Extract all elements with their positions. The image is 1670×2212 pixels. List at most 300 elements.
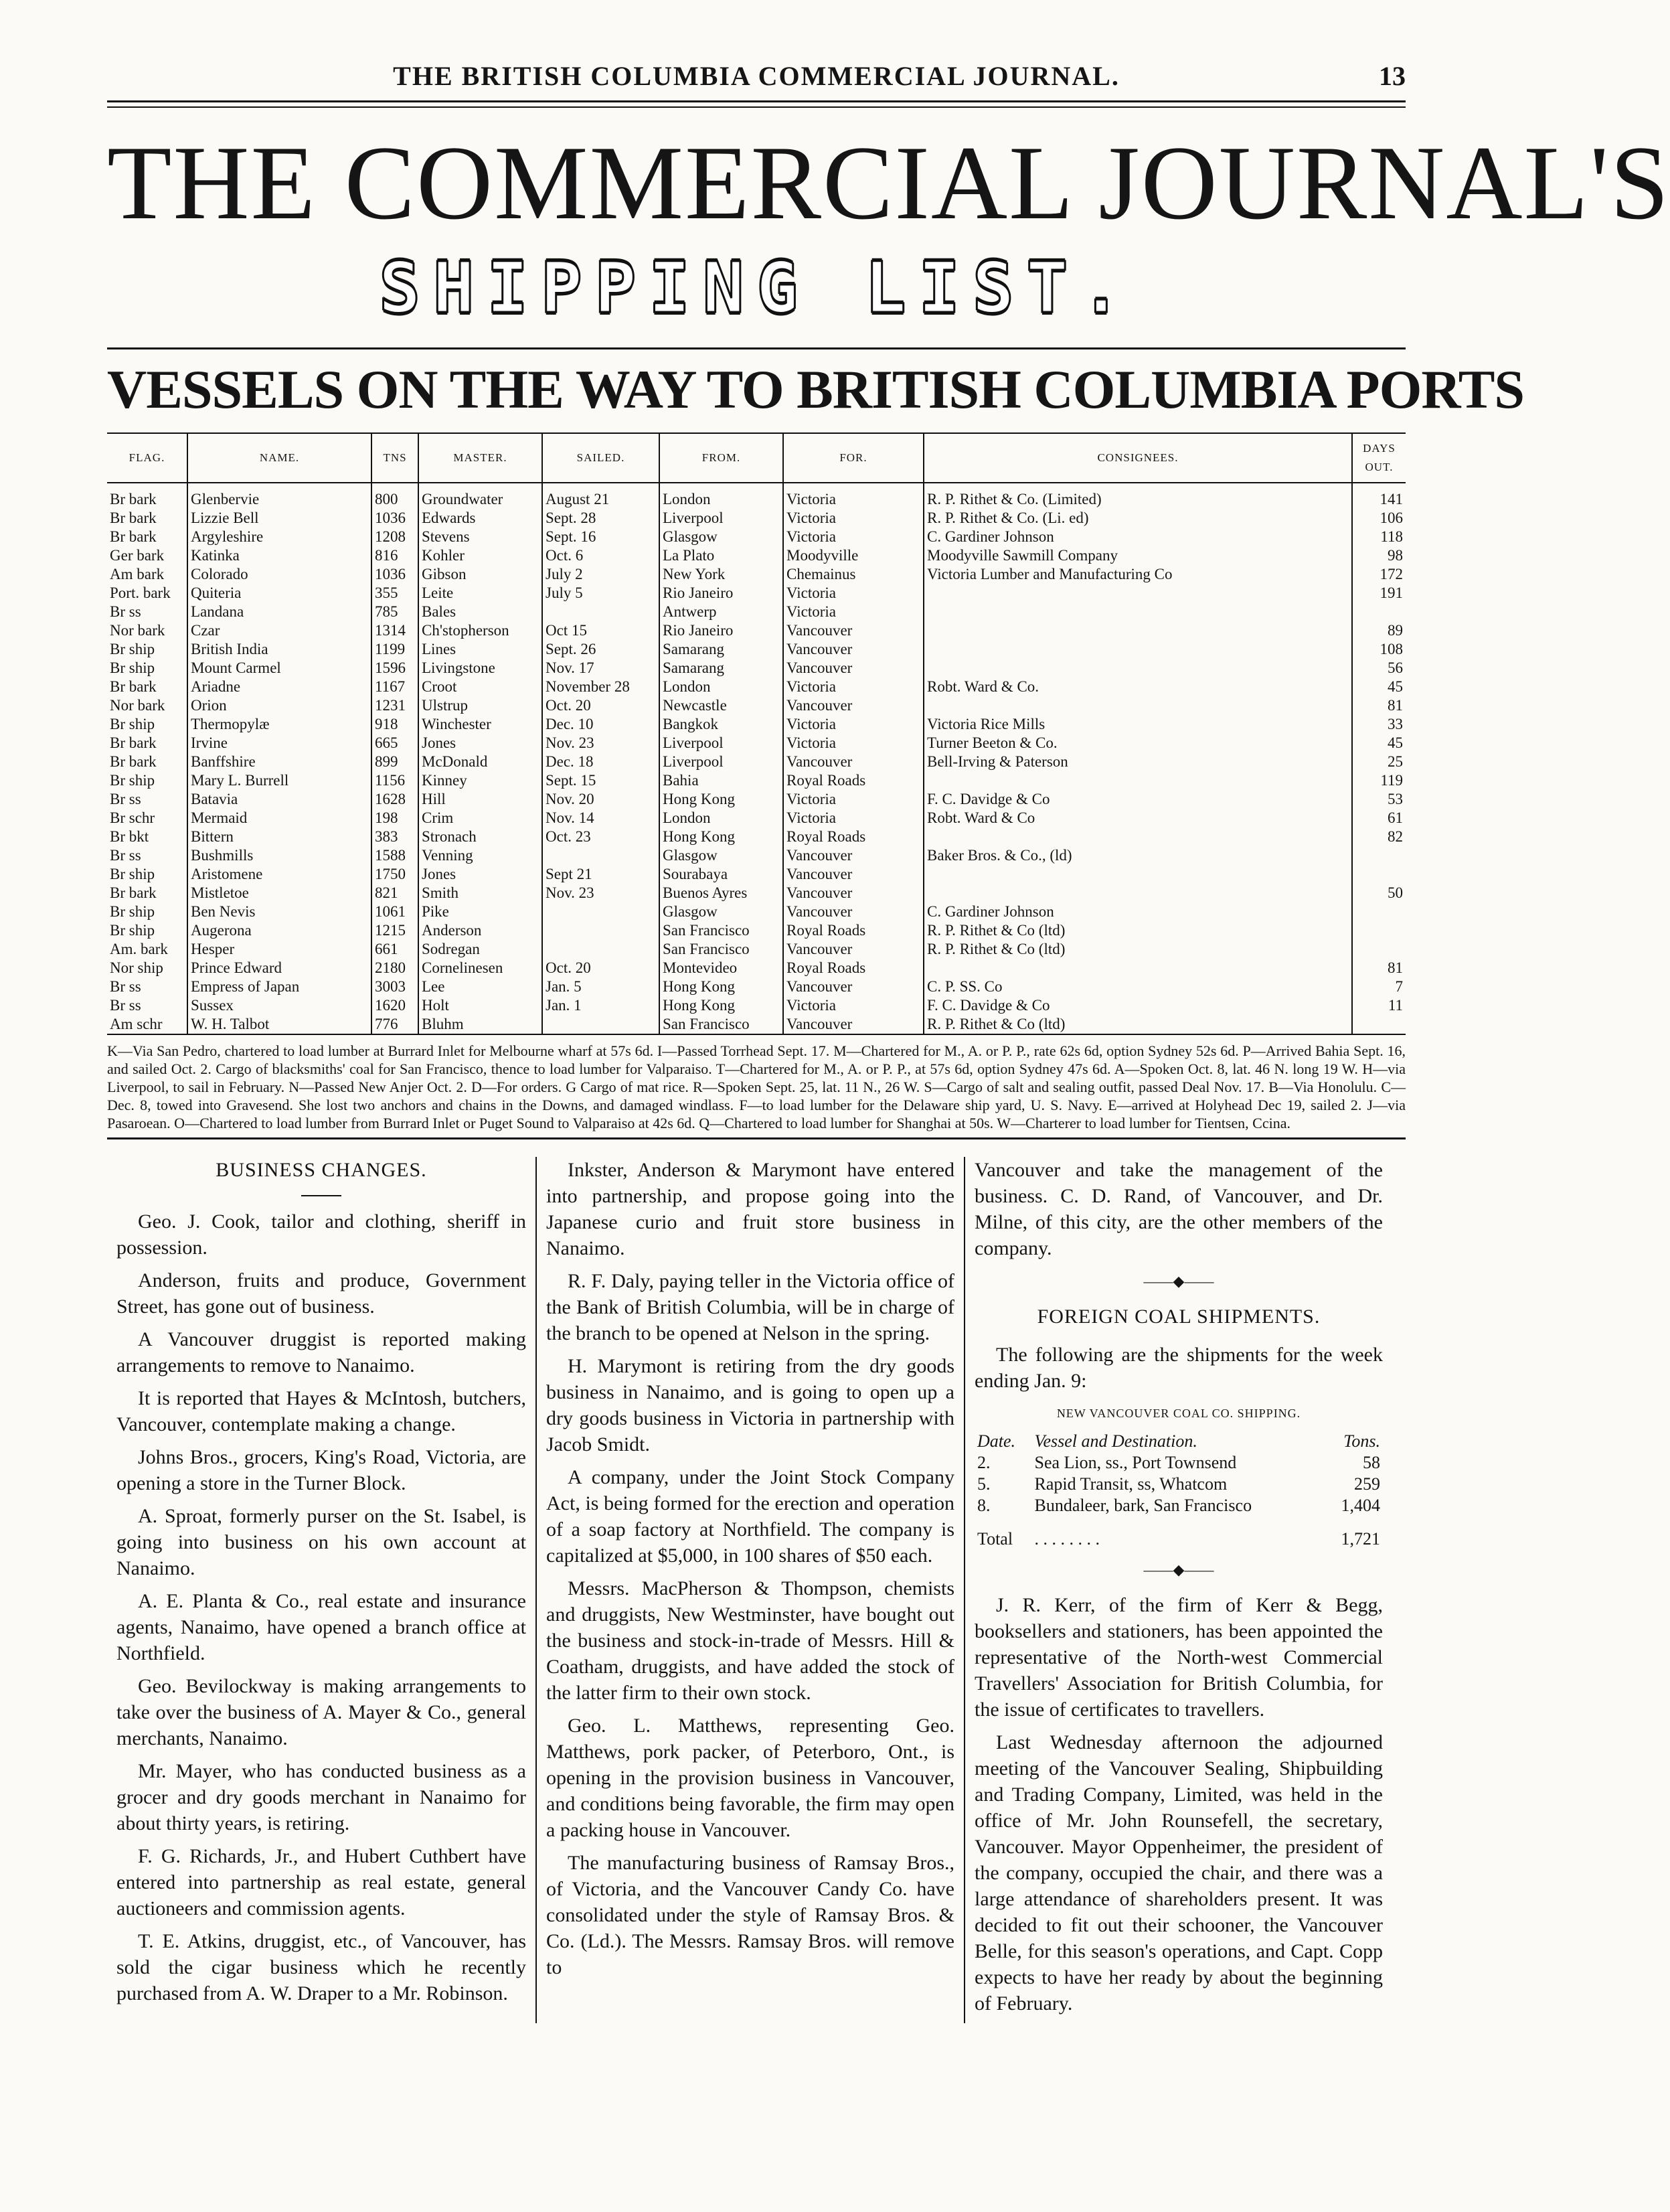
cell-from: Antwerp <box>659 603 783 621</box>
cell-tons: 3003 <box>371 977 418 996</box>
cell-tons: 383 <box>371 827 418 846</box>
cell-name: British India <box>187 640 371 659</box>
cell-days-out: 11 <box>1388 997 1403 1014</box>
cell-name: Thermopylæ <box>187 715 371 734</box>
cell-master: Kohler <box>418 546 542 565</box>
cell-sailed: Oct. 23 <box>542 827 659 846</box>
cell-from: London <box>659 483 783 509</box>
coal-table-body <box>975 1452 1383 1516</box>
cell-from: London <box>659 678 783 696</box>
cell-for: Vancouver <box>783 846 924 865</box>
masthead: THE COMMERCIAL JOURNAL'S <box>107 125 1670 242</box>
cell-master: Leite <box>418 584 542 603</box>
table-row <box>107 809 1406 827</box>
middle-column-body <box>546 1157 954 1980</box>
cell-tons: 2180 <box>371 959 418 977</box>
cell-from: Glasgow <box>659 902 783 921</box>
cell-name: Augerona <box>187 921 371 940</box>
cell-from: San Francisco <box>659 940 783 959</box>
business-notice: A Vancouver druggist is reported making arrangements to remove to Nanaimo. <box>116 1328 526 1376</box>
cell-consignees: R. P. Rithet & Co (ltd) <box>924 1015 1352 1034</box>
right-column-body <box>975 1592 1383 2017</box>
cell-tons: 785 <box>371 603 418 621</box>
cell-consignees: Moodyville Sawmill Company <box>924 546 1352 565</box>
coal-tons: 58 <box>1363 1453 1380 1472</box>
cell-flag: Am bark <box>107 565 187 584</box>
cell-for: Vancouver <box>783 865 924 884</box>
cell-name: W. H. Talbot <box>187 1015 371 1034</box>
cell-tons: 1750 <box>371 865 418 884</box>
cell-tons: 816 <box>371 546 418 565</box>
cell-days-out: 98 <box>1388 547 1403 564</box>
cell-master: Winchester <box>418 715 542 734</box>
cell-from: Hong Kong <box>659 827 783 846</box>
shipping-list-title: SHIPPING LIST. <box>378 247 1135 329</box>
col-header-name: NAME. <box>187 433 371 483</box>
cell-from: San Francisco <box>659 921 783 940</box>
business-notice: A. E. Planta & Co., real estate and insurance agents, Nanaimo, have opened a branch office at Northfield. <box>116 1590 526 1664</box>
cell-tons: 1061 <box>371 902 418 921</box>
cell-from: Montevideo <box>659 959 783 977</box>
cell-name: Irvine <box>187 734 371 753</box>
cell-days-out: 118 <box>1380 528 1403 545</box>
cell-for: Victoria <box>783 509 924 528</box>
coal-date: 5. <box>977 1474 991 1494</box>
table-row <box>107 603 1406 621</box>
cell-sailed: Oct. 20 <box>542 959 659 977</box>
cell-flag: Br ship <box>107 921 187 940</box>
cell-days-out: 53 <box>1388 791 1403 807</box>
cell-flag: Am. bark <box>107 940 187 959</box>
cell-name: Ben Nevis <box>187 902 371 921</box>
cell-days-out: 89 <box>1388 622 1403 639</box>
cell-master: Kinney <box>418 771 542 790</box>
cell-for: Vancouver <box>783 940 924 959</box>
cell-flag: Br ship <box>107 659 187 678</box>
col-header-days-out: DAYS OUT. <box>1352 433 1406 483</box>
table-row <box>107 621 1406 640</box>
cell-name: Mary L. Burrell <box>187 771 371 790</box>
cell-master: Bluhm <box>418 1015 542 1034</box>
cell-name: Bittern <box>187 827 371 846</box>
cell-master: Sodregan <box>418 940 542 959</box>
col-header-flag: FLAG. <box>107 433 187 483</box>
cell-name: Mount Carmel <box>187 659 371 678</box>
cell-master: Venning <box>418 846 542 865</box>
cell-flag: Br bark <box>107 884 187 902</box>
cell-for: Royal Roads <box>783 771 924 790</box>
cell-from: Liverpool <box>659 753 783 771</box>
header-rule <box>107 100 1406 108</box>
coal-date: 2. <box>977 1453 991 1472</box>
table-row <box>107 921 1406 940</box>
shipping-table-body <box>107 483 1406 1034</box>
cell-master: Smith <box>418 884 542 902</box>
news-item: A company, under the Joint Stock Company Act, is being formed for the erection and operation of a soap factory at Northfield. The company is capitalized at $5,000, in 100 shares of $50 each. <box>546 1466 954 1567</box>
cell-consignees: Baker Bros. & Co., (ld) <box>924 846 1352 865</box>
table-row <box>107 734 1406 753</box>
news-item: H. Marymont is retiring from the dry goods business in Nanaimo, and is going to open up a dry goods business in Victoria in partnership with Jacob Smidt. <box>546 1355 954 1455</box>
cell-master: Stronach <box>418 827 542 846</box>
cell-flag: Ger bark <box>107 546 187 565</box>
cell-flag: Br bark <box>107 753 187 771</box>
business-changes-heading: BUSINESS CHANGES. <box>216 1159 427 1181</box>
coal-date: 8. <box>977 1496 991 1515</box>
cell-sailed: Nov. 23 <box>542 734 659 753</box>
cell-consignees: Turner Beeton & Co. <box>924 734 1352 753</box>
cell-days-out <box>1352 865 1406 884</box>
cell-days-out: 191 <box>1380 584 1403 601</box>
cell-master: Cornelinesen <box>418 959 542 977</box>
table-row <box>107 940 1406 959</box>
cell-from: Sourabaya <box>659 865 783 884</box>
cell-consignees: R. P. Rithet & Co (ltd) <box>924 921 1352 940</box>
col-header-master: MASTER. <box>418 433 542 483</box>
cell-flag: Br ss <box>107 846 187 865</box>
cell-flag: Br schr <box>107 809 187 827</box>
news-item: Messrs. MacPherson & Thompson, chemists and druggists, New Westminster, have bought out the business and stock-in-trade of Messrs. Hill & Coatham, druggists, and have added the stock of the latter firm to their own stock. <box>546 1577 954 1704</box>
cell-tons: 1036 <box>371 509 418 528</box>
cell-name: Prince Edward <box>187 959 371 977</box>
cell-consignees <box>924 603 1352 621</box>
cell-for: Vancouver <box>783 640 924 659</box>
coal-row <box>975 1474 1383 1495</box>
cell-flag: Br bark <box>107 528 187 546</box>
journal-name: THE BRITISH COLUMBIA COMMERCIAL JOURNAL. <box>393 61 1120 91</box>
cell-consignees <box>924 659 1352 678</box>
cell-from: Hong Kong <box>659 977 783 996</box>
coal-tons: 1,404 <box>1341 1496 1380 1515</box>
coal-shipments-heading: FOREIGN COAL SHIPMENTS. <box>1037 1306 1321 1328</box>
cell-sailed: November 28 <box>542 678 659 696</box>
cell-name: Banffshire <box>187 753 371 771</box>
cell-sailed <box>542 846 659 865</box>
business-notice: A. Sproat, formerly purser on the St. Isabel, is going into business on his own account at Nanaimo. <box>116 1505 526 1579</box>
newspaper-page <box>107 60 1670 2023</box>
cell-flag: Br ship <box>107 865 187 884</box>
cell-consignees: R. P. Rithet & Co. (Li. ed) <box>924 509 1352 528</box>
table-row <box>107 528 1406 546</box>
cell-for: Victoria <box>783 584 924 603</box>
cell-consignees: Robt. Ward & Co. <box>924 678 1352 696</box>
cell-consignees: C. P. SS. Co <box>924 977 1352 996</box>
business-notice: Anderson, fruits and produce, Government Street, has gone out of business. <box>116 1269 526 1318</box>
coal-tons: 259 <box>1354 1474 1380 1494</box>
cell-for: Vancouver <box>783 884 924 902</box>
table-row <box>107 640 1406 659</box>
table-row <box>107 977 1406 996</box>
cell-consignees: Victoria Lumber and Manufacturing Co <box>924 565 1352 584</box>
cell-from: San Francisco <box>659 1015 783 1034</box>
business-notice: Mr. Mayer, who has conducted business as a grocer and dry goods merchant in Nanaimo for about thirty years, is retiring. <box>116 1760 526 1834</box>
cell-sailed: Nov. 20 <box>542 790 659 809</box>
col-header-consignees: CONSIGNEES. <box>924 433 1352 483</box>
cell-name: Glenbervie <box>187 483 371 509</box>
cell-flag: Br ss <box>107 790 187 809</box>
cell-consignees <box>924 959 1352 977</box>
table-row <box>107 753 1406 771</box>
cell-master: Stevens <box>418 528 542 546</box>
cell-for: Victoria <box>783 678 924 696</box>
cell-days-out <box>1352 1015 1406 1034</box>
table-row <box>107 827 1406 846</box>
cell-days-out: 45 <box>1388 678 1403 695</box>
news-item: Last Wednesday afternoon the adjourned meeting of the Vancouver Sealing, Shipbuilding and Trading Company, Limited, was held in the office of Mr. John Rounsefell, the secretary, Vancouver. Mayor Oppenheimer, the president of the company, occupied the chair, and there was a large attendance of shareholders present. It was decided to fit out their schooner, the Vancouver Belle, for this season's operations, and Capt. Copp expects to have her ready by about the beginning of February. <box>975 1731 1383 2014</box>
col-header-for: FOR. <box>783 433 924 483</box>
cell-sailed: August 21 <box>542 483 659 509</box>
cell-tons: 1156 <box>371 771 418 790</box>
cell-for: Vancouver <box>783 1015 924 1034</box>
cell-from: Bahia <box>659 771 783 790</box>
cell-tons: 665 <box>371 734 418 753</box>
shipping-table <box>107 432 1406 1035</box>
cell-consignees: C. Gardiner Johnson <box>924 902 1352 921</box>
cell-tons: 776 <box>371 1015 418 1034</box>
cell-name: Ariadne <box>187 678 371 696</box>
cell-for: Vancouver <box>783 902 924 921</box>
coal-total-row <box>975 1516 1383 1550</box>
cell-master: Holt <box>418 996 542 1015</box>
coal-total-value: 1,721 <box>1341 1529 1380 1549</box>
cell-days-out: 61 <box>1388 809 1403 826</box>
business-changes-column <box>107 1157 535 2023</box>
cell-days-out: 50 <box>1388 884 1403 901</box>
cell-flag: Br ss <box>107 977 187 996</box>
cell-flag: Am schr <box>107 1015 187 1034</box>
business-notice: Geo. Bevilockway is making arrangements to take over the business of A. Mayer & Co., general merchants, Nanaimo. <box>116 1675 526 1749</box>
cell-flag: Nor bark <box>107 621 187 640</box>
news-item: The manufacturing business of Ramsay Bros., of Victoria, and the Vancouver Candy Co. have consolidated under the style of Ramsay Bros. & Co. (Ld.). The Messrs. Ramsay Bros. will remove to <box>546 1852 954 1978</box>
cell-for: Royal Roads <box>783 921 924 940</box>
cell-sailed: Dec. 18 <box>542 753 659 771</box>
cell-days-out: 141 <box>1380 491 1403 507</box>
cell-master: Groundwater <box>418 483 542 509</box>
cell-tons: 1314 <box>371 621 418 640</box>
cell-consignees <box>924 771 1352 790</box>
cell-days-out: 172 <box>1380 566 1403 582</box>
page-number: 13 <box>1379 61 1406 91</box>
cell-sailed <box>542 940 659 959</box>
cell-tons: 1596 <box>371 659 418 678</box>
cell-tons: 899 <box>371 753 418 771</box>
cell-name: Sussex <box>187 996 371 1015</box>
cell-tons: 1620 <box>371 996 418 1015</box>
cell-master: Jones <box>418 865 542 884</box>
cell-sailed <box>542 603 659 621</box>
cell-for: Victoria <box>783 809 924 827</box>
news-item: Geo. L. Matthews, representing Geo. Matthews, pork packer, of Peterboro, Ont., is opening in the provision business in Vancouver, and conditions being favorable, the firm may open a packing house in Vancouver. <box>546 1715 954 1841</box>
cell-days-out: 81 <box>1388 959 1403 976</box>
cell-days-out <box>1352 921 1406 940</box>
cell-master: Croot <box>418 678 542 696</box>
cell-days-out <box>1352 940 1406 959</box>
cell-for: Victoria <box>783 734 924 753</box>
cell-tons: 1231 <box>371 696 418 715</box>
news-item: Inkster, Anderson & Marymont have entered into partnership, and propose going into the Japanese curio and fruit store business in Nanaimo. <box>546 1159 954 1259</box>
cell-tons: 1628 <box>371 790 418 809</box>
cell-sailed: Sept. 16 <box>542 528 659 546</box>
cell-for: Vancouver <box>783 753 924 771</box>
table-row <box>107 509 1406 528</box>
cell-sailed <box>542 902 659 921</box>
coal-row <box>975 1452 1383 1474</box>
cell-sailed: Nov. 17 <box>542 659 659 678</box>
cell-tons: 1167 <box>371 678 418 696</box>
cell-flag: Br ship <box>107 902 187 921</box>
cell-sailed: Sept. 28 <box>542 509 659 528</box>
cell-sailed: Nov. 23 <box>542 884 659 902</box>
coal-intro: The following are the shipments for the week ending Jan. 9: <box>975 1344 1383 1392</box>
cell-from: Liverpool <box>659 509 783 528</box>
coal-shipments-table <box>975 1431 1383 1550</box>
cell-sailed: Jan. 1 <box>542 996 659 1015</box>
cell-name: Czar <box>187 621 371 640</box>
cell-days-out: 56 <box>1388 659 1403 676</box>
cell-days-out: 119 <box>1380 772 1403 789</box>
cell-from: London <box>659 809 783 827</box>
cell-name: Argyleshire <box>187 528 371 546</box>
table-row <box>107 696 1406 715</box>
cell-for: Victoria <box>783 603 924 621</box>
cell-name: Mermaid <box>187 809 371 827</box>
cell-sailed: Sept. 15 <box>542 771 659 790</box>
article-columns <box>107 1157 1406 2023</box>
cell-consignees: F. C. Davidge & Co <box>924 790 1352 809</box>
cell-days-out: 25 <box>1388 753 1403 770</box>
cell-tons: 821 <box>371 884 418 902</box>
right-column <box>964 1157 1392 2023</box>
cell-consignees: R. P. Rithet & Co. (Limited) <box>924 483 1352 509</box>
business-notice: F. G. Richards, Jr., and Hubert Cuthbert have entered into partnership as real estate, general auctioneers and commission agents. <box>116 1845 526 1919</box>
table-row <box>107 584 1406 603</box>
cell-master: McDonald <box>418 753 542 771</box>
cell-flag: Br bkt <box>107 827 187 846</box>
cell-flag: Br bark <box>107 734 187 753</box>
cell-flag: Br ss <box>107 996 187 1015</box>
cell-master: Anderson <box>418 921 542 940</box>
ornament-divider: ——◆—— <box>1143 1273 1214 1289</box>
cell-name: Batavia <box>187 790 371 809</box>
cell-tons: 1199 <box>371 640 418 659</box>
cell-name: Mistletoe <box>187 884 371 902</box>
cell-name: Colorado <box>187 565 371 584</box>
cell-flag: Nor ship <box>107 959 187 977</box>
cell-master: Crim <box>418 809 542 827</box>
col-header-sailed: SAILED. <box>542 433 659 483</box>
heading-divider <box>301 1195 341 1196</box>
table-row <box>107 483 1406 509</box>
cell-sailed: Sept 21 <box>542 865 659 884</box>
cell-sailed: Oct. 6 <box>542 546 659 565</box>
cell-days-out: 45 <box>1388 734 1403 751</box>
table-row <box>107 996 1406 1015</box>
coal-vessel: Rapid Transit, ss, Whatcom <box>1034 1474 1228 1494</box>
cell-sailed: Jan. 5 <box>542 977 659 996</box>
cell-flag: Nor bark <box>107 696 187 715</box>
cell-for: Vancouver <box>783 977 924 996</box>
cell-sailed: Nov. 14 <box>542 809 659 827</box>
cell-tons: 661 <box>371 940 418 959</box>
cell-sailed: Dec. 10 <box>542 715 659 734</box>
cell-days-out: 81 <box>1388 697 1403 714</box>
cell-for: Victoria <box>783 483 924 509</box>
table-row <box>107 902 1406 921</box>
cell-tons: 198 <box>371 809 418 827</box>
continuation-paragraph: Vancouver and take the management of the business. C. D. Rand, of Vancouver, and Dr. Milne, of this city, are the other members of the company. <box>975 1159 1383 1259</box>
cell-from: Hong Kong <box>659 996 783 1015</box>
cell-from: Rio Janeiro <box>659 621 783 640</box>
cell-from: Bangkok <box>659 715 783 734</box>
cell-tons: 1215 <box>371 921 418 940</box>
cell-name: Bushmills <box>187 846 371 865</box>
cell-from: Samarang <box>659 659 783 678</box>
cell-sailed: Sept. 26 <box>542 640 659 659</box>
cell-consignees <box>924 865 1352 884</box>
cell-consignees: R. P. Rithet & Co (ltd) <box>924 940 1352 959</box>
cell-flag: Br bark <box>107 509 187 528</box>
cell-consignees <box>924 696 1352 715</box>
cell-tons: 1208 <box>371 528 418 546</box>
cell-sailed: July 2 <box>542 565 659 584</box>
cell-for: Moodyville <box>783 546 924 565</box>
cell-from: Rio Janeiro <box>659 584 783 603</box>
cell-flag: Br ship <box>107 771 187 790</box>
cell-master: Livingstone <box>418 659 542 678</box>
cell-consignees: Robt. Ward & Co <box>924 809 1352 827</box>
shipping-notes: K—Via San Pedro, chartered to load lumber at Burrard Inlet for Melbourne wharf at 57s 6d. I—Passed Torrhead Sept. 17. M—Chartered for M., A. or P. P., rate 62s 6d, option Sydney 52s 6d. P—Arrived Bahia Sept. 16, and sailed Oct. 2. Cargo of blacksmiths' coal for San Francisco, thence to load lumber for Valparaiso. T—Chartered for M., A. or P. P., at 57s 6d, option Sydney 47s 6d. A—Spoken Oct. 8, lat. 46 N. long 19 W. H—via Liverpool, to sail in February. N—Passed New Anjer Oct. 2. D—For orders. G Cargo of mat rice. R—Spoken Sept. 25, lat. 11 N., 26 W. S—Cargo of salt and sealing outfit, passed Deal Nov. 17. B—Via Honolulu. C—Dec. 8, towed into Gravesend. She lost two anchors and chains in the Downs, and damaged windlass. F—to load lumber for the Delaware ship yard, U. S. Navy. E—arrived at Holyhead Dec 19, sailed 2. J—via Pasaroean. O—Chartered to load lumber from Burrard Inlet or Puget Sound to Valparaiso at 42s 6d. Q—Chartered to load lumber for Shanghai at 50s. W—Charterer to load lumber for Tientsen, Ccina. <box>107 1042 1406 1139</box>
cell-days-out: 82 <box>1388 828 1403 845</box>
cell-sailed <box>542 921 659 940</box>
coal-col-date: Date. <box>977 1431 1016 1451</box>
ornament-divider: ——◆—— <box>1143 1561 1214 1578</box>
cell-days-out: 7 <box>1395 978 1403 995</box>
cell-flag: Br ss <box>107 603 187 621</box>
table-row <box>107 659 1406 678</box>
business-notice: T. E. Atkins, druggist, etc., of Vancouver, has sold the cigar business which he recently purchased from A. W. Draper to a Mr. Robinson. <box>116 1930 526 2004</box>
cell-name: Quiteria <box>187 584 371 603</box>
cell-for: Royal Roads <box>783 827 924 846</box>
table-row <box>107 565 1406 584</box>
cell-for: Victoria <box>783 528 924 546</box>
cell-tons: 1036 <box>371 565 418 584</box>
table-row <box>107 546 1406 565</box>
cell-flag: Br ship <box>107 715 187 734</box>
cell-consignees <box>924 640 1352 659</box>
cell-from: Hong Kong <box>659 790 783 809</box>
cell-days-out: 106 <box>1380 509 1403 526</box>
table-row <box>107 865 1406 884</box>
cell-tons: 1588 <box>371 846 418 865</box>
cell-name: Aristomene <box>187 865 371 884</box>
business-notice: Geo. J. Cook, tailor and clothing, sheriff in possession. <box>116 1210 526 1259</box>
coal-total-spacer: . . . . . . . . <box>1034 1529 1100 1549</box>
cell-days-out <box>1352 846 1406 865</box>
running-head <box>107 60 1406 100</box>
news-item: J. R. Kerr, of the firm of Kerr & Begg, booksellers and stationers, has been appointed the representative of the North-west Commercial Travellers' Association for British Columbia, for the issue of certificates to travellers. <box>975 1594 1383 1721</box>
cell-flag: Br bark <box>107 483 187 509</box>
table-row <box>107 715 1406 734</box>
coal-vessel: Bundaleer, bark, San Francisco <box>1034 1496 1252 1515</box>
table-row <box>107 884 1406 902</box>
cell-master: Gibson <box>418 565 542 584</box>
cell-master: Ch'stopherson <box>418 621 542 640</box>
cell-sailed: Oct. 20 <box>542 696 659 715</box>
cell-from: Liverpool <box>659 734 783 753</box>
cell-sailed: July 5 <box>542 584 659 603</box>
cell-for: Royal Roads <box>783 959 924 977</box>
cell-master: Ulstrup <box>418 696 542 715</box>
cell-name: Lizzie Bell <box>187 509 371 528</box>
